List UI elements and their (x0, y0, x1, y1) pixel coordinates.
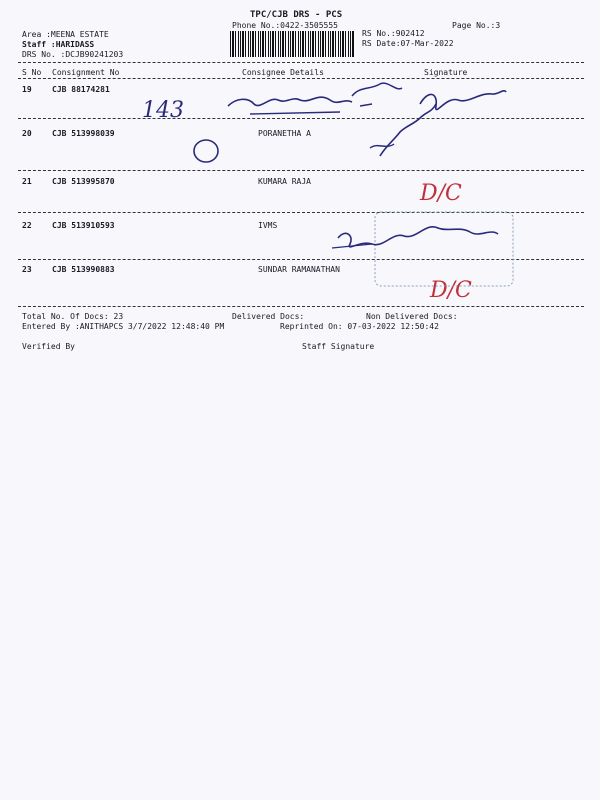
drs-number: DRS No. :DCJB90241203 (22, 50, 124, 59)
total-docs: Total No. Of Docs: 23 (22, 312, 124, 321)
row-divider (18, 170, 584, 171)
row-divider (18, 259, 584, 260)
dc-mark: D/C (420, 181, 462, 206)
column-divider (18, 78, 584, 79)
row-divider (18, 118, 584, 119)
row-consignment: CJB 513998039 (52, 129, 115, 138)
row-divider (18, 212, 584, 213)
signature-scribble (420, 91, 506, 110)
row-sno: 21 (22, 177, 32, 186)
dc-mark: D/C (430, 278, 472, 303)
row-consignee: SUNDAR RAMANATHAN (258, 265, 340, 274)
handwritten-zero (194, 140, 218, 162)
office-stamp (375, 212, 513, 286)
column-signature: Signature (424, 68, 468, 77)
row-consignment: CJB 88174281 (52, 85, 110, 94)
row-consignment: CJB 513995870 (52, 177, 115, 186)
column-consignment: Consignment No (52, 68, 120, 77)
delivered-docs: Delivered Docs: (232, 312, 305, 321)
row-consignee: KUMARA RAJA (258, 177, 311, 186)
signature-dash (332, 244, 372, 248)
signature-underline (250, 112, 340, 114)
row-consignment: CJB 513990883 (52, 265, 115, 274)
row-sno: 23 (22, 265, 32, 274)
area-label: Area :MEENA ESTATE (22, 30, 109, 39)
signature-dash (360, 104, 372, 106)
signature-scribble (380, 104, 436, 156)
entered-by: Entered By :ANITHAPCS 3/7/2022 12:48:40 PM (22, 322, 225, 331)
row-consignee: IVMS (258, 221, 278, 230)
header-divider (18, 62, 584, 63)
rs-number: RS No.:902412 (362, 29, 425, 38)
footer-divider (18, 306, 584, 307)
document-title: TPC/CJB DRS - PCS (250, 10, 343, 20)
barcode (230, 31, 354, 57)
phone-number: Phone No.:0422-3505555 (232, 21, 338, 30)
row-sno: 22 (22, 221, 32, 230)
column-sno: S No (22, 68, 42, 77)
staff-label: Staff :HARIDASS (22, 40, 95, 49)
non-delivered-docs: Non Delivered Docs: (366, 312, 458, 321)
handwritten-number: 143 (142, 98, 184, 123)
signature-scribble (228, 97, 352, 106)
signature-scribble (370, 144, 394, 148)
row-consignment: CJB 513910593 (52, 221, 115, 230)
verified-by: Verified By (22, 342, 75, 351)
row-consignee: PORANETHA A (258, 129, 311, 138)
row-sno: 19 (22, 85, 32, 94)
signature-scribble (352, 83, 402, 96)
reprinted-on: Reprinted On: 07-03-2022 12:50:42 (280, 322, 439, 331)
column-consignee: Consignee Details (242, 68, 324, 77)
page-number: Page No.:3 (452, 21, 501, 30)
rs-date: RS Date:07-Mar-2022 (362, 39, 454, 48)
staff-signature: Staff Signature (302, 342, 375, 351)
signature-scribble (338, 227, 498, 247)
row-sno: 20 (22, 129, 32, 138)
